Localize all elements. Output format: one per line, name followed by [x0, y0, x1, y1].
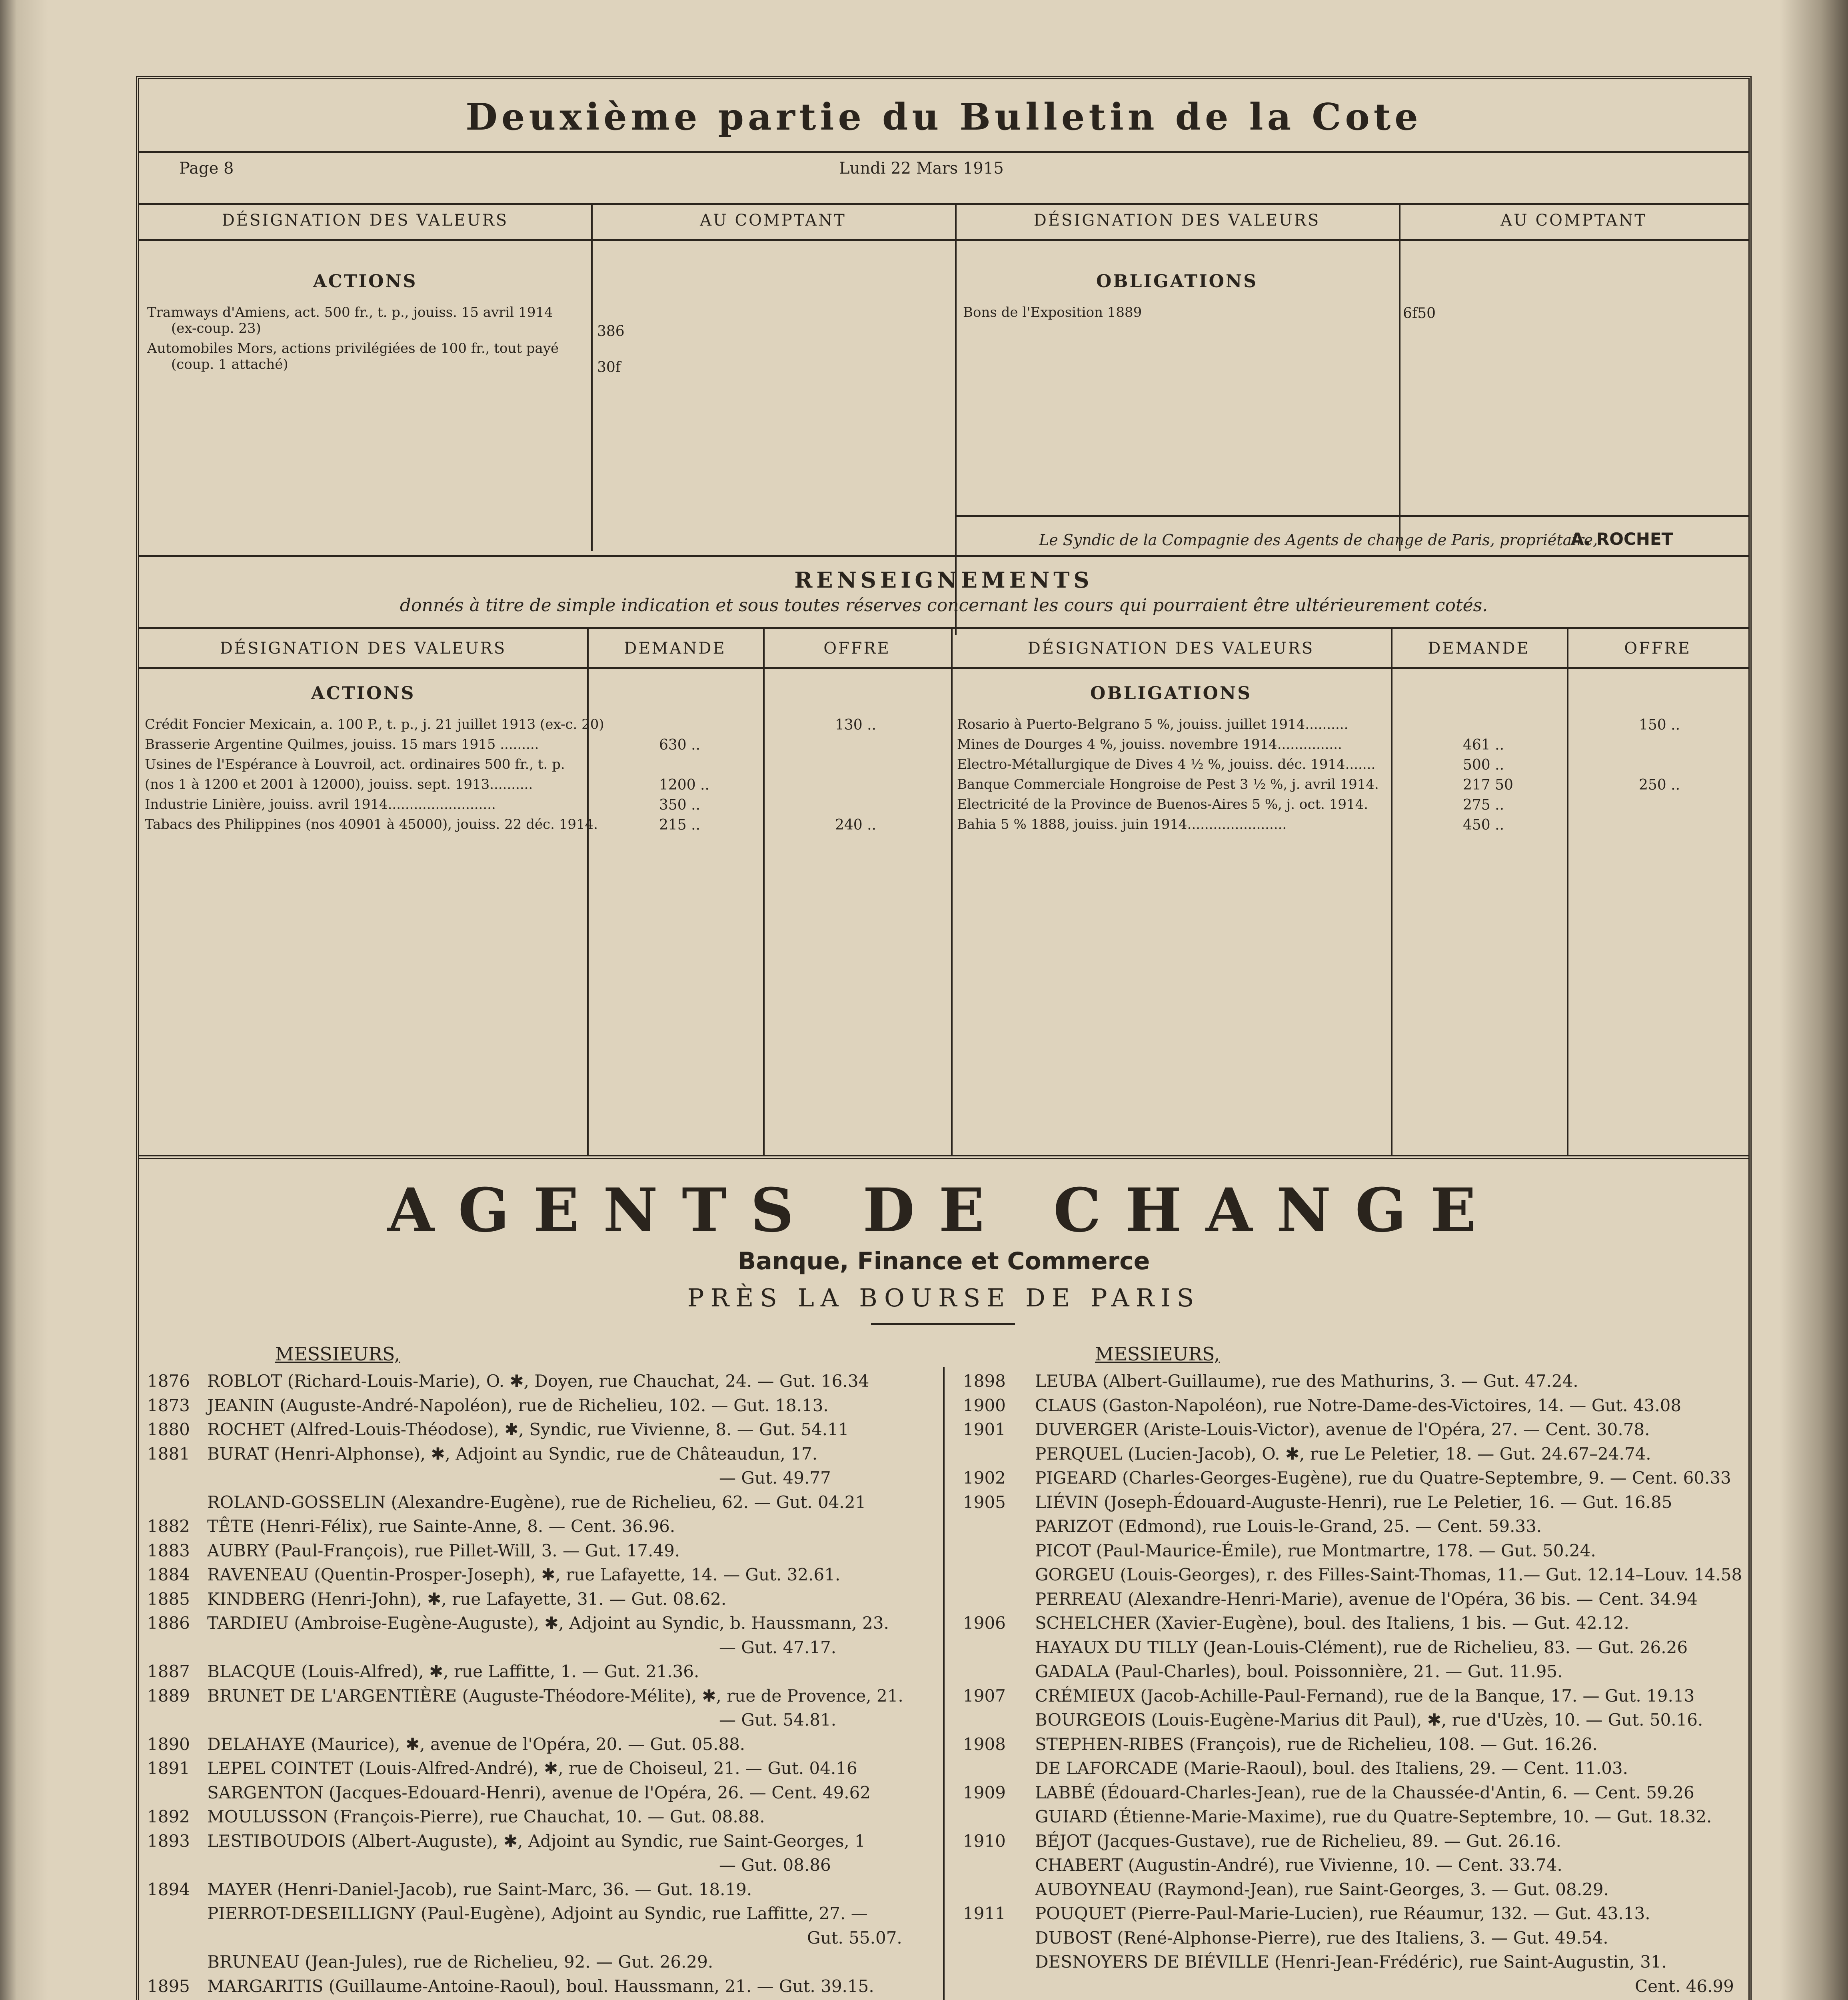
agent-entry: TÊTE (Henri-Félix), rue Sainte-Anne, 8. — Cent. 36.96. — [207, 1516, 675, 1536]
price-value: 386 — [597, 323, 625, 340]
column-rule — [587, 627, 589, 1155]
agent-entry: JEANIN (Auguste-André-Napoléon), rue de Richelieu, 102. — Gut. 18.13. — [207, 1395, 829, 1415]
agent-year: 1884 — [147, 1565, 190, 1585]
agent-entry: BLACQUE (Louis-Alfred), ✱, rue Laffitte, 1. — Gut. 21.36. — [207, 1662, 699, 1682]
ornament-rule — [871, 1323, 1015, 1325]
agent-entry: BÉJOT (Jacques-Gustave), rue de Richelieu, 89. — Gut. 26.16. — [1035, 1831, 1561, 1851]
agent-entry: LESTIBOUDOIS (Albert-Auguste), ✱, Adjoint au Syndic, rue Saint-Georges, 1 — [207, 1831, 865, 1851]
renseignements-subtitle: donnés à titre de simple indication et sous toutes réserves concernant les cours qui pourraient être ultérieurement cotés. — [400, 595, 1488, 616]
divider — [139, 203, 1748, 205]
demande-value: 275 .. — [1463, 797, 1504, 813]
agent-entry: BRUNEAU (Jean-Jules), rue de Richelieu, 92. — Gut. 26.29. — [207, 1952, 713, 1972]
demande-value: 500 .. — [1463, 757, 1504, 773]
agent-year: 1892 — [147, 1807, 190, 1827]
agent-entry: DE LAFORCADE (Marie-Raoul), boul. des Italiens, 29. — Cent. 11.03. — [1035, 1758, 1628, 1778]
security-name: Brasserie Argentine Quilmes, jouiss. 15 mars 1915 ......... — [145, 736, 539, 752]
divider — [139, 151, 1748, 153]
page-edge — [1780, 0, 1848, 2000]
agent-year: 1887 — [147, 1662, 190, 1682]
agent-entry: DESNOYERS DE BIÉVILLE (Henri-Jean-Frédéric), rue Saint-Augustin, 31. — [1035, 1952, 1667, 1972]
security-name: Usines de l'Espérance à Louvroil, act. ordinaires 500 fr., t. p. — [145, 756, 565, 772]
col-header-designation: DÉSIGNATION DES VALEURS — [220, 639, 507, 658]
agent-entry: — Gut. 08.86 — [719, 1855, 831, 1875]
agent-entry: Cent. 46.99 — [1635, 1976, 1734, 1996]
agent-entry: DELAHAYE (Maurice), ✱, avenue de l'Opéra, 20. — Gut. 05.88. — [207, 1734, 745, 1754]
section-divider — [139, 1155, 1748, 1159]
agent-entry: CRÉMIEUX (Jacob-Achille-Paul-Fernand), rue de la Banque, 17. — Gut. 19.13 — [1035, 1686, 1695, 1706]
agents-subtitle-bourse: PRÈS LA BOURSE DE PARIS — [687, 1283, 1201, 1312]
security-name: (nos 1 à 1200 et 2001 à 12000), jouiss. sept. 1913.......... — [145, 776, 533, 792]
agent-year: 1902 — [963, 1468, 1006, 1488]
security-line: Automobiles Mors, actions privilégiées de 100 fr., tout payé — [147, 340, 559, 356]
page-title: Deuxième partie du Bulletin de la Cote — [465, 95, 1422, 138]
column-rule — [1399, 203, 1400, 551]
agent-entry: LEPEL COINTET (Louis-Alfred-André), ✱, rue de Choiseul, 21. — Gut. 04.16 — [207, 1758, 857, 1778]
agent-entry: Gut. 55.07. — [807, 1928, 902, 1948]
divider — [955, 515, 1748, 517]
agent-entry: LABBÉ (Édouard-Charles-Jean), rue de la Chaussée-d'Antin, 6. — Cent. 59.26 — [1035, 1782, 1694, 1802]
bulletin-page — [136, 76, 1752, 2000]
agent-entry: KINDBERG (Henri-John), ✱, rue Lafayette, 31. — Gut. 08.62. — [207, 1589, 727, 1609]
column-rule — [951, 627, 953, 1155]
agent-entry: RAVENEAU (Quentin-Prosper-Joseph), ✱, rue Lafayette, 14. — Gut. 32.61. — [207, 1565, 841, 1585]
agent-entry: MOULUSSON (François-Pierre), rue Chauchat, 10. — Gut. 08.88. — [207, 1807, 765, 1827]
agent-year: 1886 — [147, 1613, 190, 1633]
agent-entry: PARIZOT (Edmond), rue Louis-le-Grand, 25. — Cent. 59.33. — [1035, 1516, 1542, 1536]
agent-entry: PICOT (Paul-Maurice-Émile), rue Montmartre, 178. — Gut. 50.24. — [1035, 1540, 1596, 1560]
demande-value: 461 .. — [1463, 737, 1504, 753]
column-rule — [763, 627, 765, 1155]
agent-entry: ROCHET (Alfred-Louis-Théodose), ✱, Syndic, rue Vivienne, 8. — Gut. 54.11 — [207, 1420, 849, 1440]
agent-year: 1876 — [147, 1371, 190, 1391]
agent-entry: PIERROT-DESEILLIGNY (Paul-Eugène), Adjoint au Syndic, rue Laffitte, 27. — — [207, 1904, 868, 1924]
divider — [139, 239, 1748, 241]
page-number: Page 8 — [179, 159, 234, 178]
agent-entry: POUQUET (Pierre-Paul-Marie-Lucien), rue Réaumur, 132. — Gut. 43.13. — [1035, 1904, 1650, 1924]
agent-year: 1894 — [147, 1879, 190, 1899]
agent-year: 1885 — [147, 1589, 190, 1609]
agent-entry: GADALA (Paul-Charles), boul. Poissonnière, 21. — Gut. 11.95. — [1035, 1662, 1563, 1682]
security-name: Mines de Dourges 4 %, jouiss. novembre 1914............... — [957, 736, 1342, 752]
column-rule — [1567, 627, 1568, 1155]
price-value: 6f50 — [1403, 305, 1436, 322]
agent-entry: SARGENTON (Jacques-Edouard-Henri), avenue de l'Opéra, 26. — Cent. 49.62 — [207, 1782, 871, 1802]
divider — [139, 555, 1748, 557]
agent-entry: GORGEU (Louis-Georges), r. des Filles-Saint-Thomas, 11.— Gut. 12.14–Louv. 14.58 — [1035, 1565, 1742, 1585]
agents-subtitle: Banque, Finance et Commerce — [737, 1247, 1150, 1275]
agent-entry: ROBLOT (Richard-Louis-Marie), O. ✱, Doyen, rue Chauchat, 24. — Gut. 16.34 — [207, 1371, 869, 1391]
messieurs-right: MESSIEURS, — [1095, 1343, 1220, 1365]
demande-value: 1200 .. — [659, 777, 709, 793]
col-header-comptant: AU COMPTANT — [700, 211, 846, 230]
security-line: Tramways d'Amiens, act. 500 fr., t. p., jouiss. 15 avril 1914 — [147, 304, 553, 320]
agent-year: 1910 — [963, 1831, 1006, 1851]
divider — [139, 627, 1748, 629]
agent-year: 1891 — [147, 1758, 190, 1778]
col-header-comptant: AU COMPTANT — [1500, 211, 1647, 230]
agent-entry: HAYAUX DU TILLY (Jean-Louis-Clément), rue de Richelieu, 83. — Gut. 26.26 — [1035, 1637, 1688, 1657]
agent-entry: BOURGEOIS (Louis-Eugène-Marius dit Paul), ✱, rue d'Uzès, 10. — Gut. 50.16. — [1035, 1710, 1703, 1730]
agent-year: 1909 — [963, 1782, 1006, 1802]
agent-year: 1901 — [963, 1420, 1006, 1440]
agent-entry: CHABERT (Augustin-André), rue Vivienne, 10. — Cent. 33.74. — [1035, 1855, 1562, 1875]
agent-entry: DUBOST (René-Alphonse-Pierre), rue des Italiens, 3. — Gut. 49.54. — [1035, 1928, 1608, 1948]
column-rule — [943, 1367, 945, 2000]
agent-year: 1890 — [147, 1734, 190, 1754]
agent-entry: ROLAND-GOSSELIN (Alexandre-Eugène), rue de Richelieu, 62. — Gut. 04.21 — [207, 1492, 866, 1512]
col-header-offre: OFFRE — [1624, 639, 1691, 658]
agent-entry: STEPHEN-RIBES (François), rue de Richelieu, 108. — Gut. 16.26. — [1035, 1734, 1598, 1754]
security-name: Rosario à Puerto-Belgrano 5 %, jouiss. juillet 1914.......... — [957, 716, 1349, 732]
divider — [139, 667, 1748, 669]
security-name: Electro-Métallurgique de Dives 4 ½ %, jouiss. déc. 1914....... — [957, 756, 1376, 772]
agent-year: 1889 — [147, 1686, 190, 1706]
agent-year: 1905 — [963, 1492, 1006, 1512]
agent-entry: SCHELCHER (Xavier-Eugène), boul. des Italiens, 1 bis. — Gut. 42.12. — [1035, 1613, 1629, 1633]
demande-value: 450 .. — [1463, 817, 1504, 833]
agent-year: 1907 — [963, 1686, 1006, 1706]
section-obligations: OBLIGATIONS — [1096, 271, 1258, 292]
agents-title: AGENTS DE CHANGE — [388, 1175, 1500, 1246]
agent-entry: BURAT (Henri-Alphonse), ✱, Adjoint au Syndic, rue de Châteaudun, 17. — [207, 1444, 818, 1464]
agent-entry: LEUBA (Albert-Guillaume), rue des Mathurins, 3. — Gut. 47.24. — [1035, 1371, 1578, 1391]
demande-value: 217 50 — [1463, 777, 1513, 793]
agent-entry: CLAUS (Gaston-Napoléon), rue Notre-Dame-des-Victoires, 14. — Gut. 43.08 — [1035, 1395, 1682, 1415]
syndic-name: A. ROCHET — [1571, 529, 1673, 549]
offre-value: 250 .. — [1639, 777, 1680, 793]
syndic-line: Le Syndic de la Compagnie des Agents de change de Paris, propriétaire, — [1039, 531, 1598, 549]
demande-value: 215 .. — [659, 817, 701, 833]
agent-year: 1880 — [147, 1420, 190, 1440]
security-name: Banque Commerciale Hongroise de Pest 3 ½ %, j. avril 1914. — [957, 776, 1379, 792]
agent-entry: MARGARITIS (Guillaume-Antoine-Raoul), boul. Haussmann, 21. — Gut. 39.15. — [207, 1976, 874, 1996]
security-name: Industrie Linière, jouiss. avril 1914......................... — [145, 796, 496, 812]
agent-year: 1893 — [147, 1831, 190, 1851]
price-value: 30f — [597, 359, 621, 376]
col-header-designation: DÉSIGNATION DES VALEURS — [222, 211, 509, 230]
security-name: Electricité de la Province de Buenos-Aires 5 %, j. oct. 1914. — [957, 796, 1369, 812]
section-actions: ACTIONS — [311, 683, 416, 704]
col-header-demande: DEMANDE — [624, 639, 726, 658]
agent-entry — [1035, 1998, 1689, 2000]
col-header-designation: DÉSIGNATION DES VALEURS — [1033, 211, 1321, 230]
messieurs-left: MESSIEURS, — [275, 1343, 400, 1365]
col-header-demande: DEMANDE — [1428, 639, 1530, 658]
security-line: (coup. 1 attaché) — [171, 356, 288, 372]
agent-entry: — Gut. 54.81. — [719, 1710, 837, 1730]
agent-year: 1900 — [963, 1395, 1006, 1415]
page-date: Lundi 22 Mars 1915 — [839, 159, 1004, 178]
book-binding — [0, 0, 48, 2000]
agent-entry: BRUNET DE L'ARGENTIÈRE (Auguste-Théodore-Mélite), ✱, rue de Provence, 21. — [207, 1686, 903, 1706]
col-header-offre: OFFRE — [823, 639, 891, 658]
section-actions: ACTIONS — [313, 271, 418, 292]
agent-year: 1906 — [963, 1613, 1006, 1633]
col-header-designation: DÉSIGNATION DES VALEURS — [1027, 639, 1315, 658]
agent-entry: PIGEARD (Charles-Georges-Eugène), rue du Quatre-Septembre, 9. — Cent. 60.33 — [1035, 1468, 1731, 1488]
offre-value: 240 .. — [835, 817, 877, 833]
security-line: (ex-coup. 23) — [171, 320, 261, 336]
security-line: Bons de l'Exposition 1889 — [963, 304, 1142, 320]
section-obligations: OBLIGATIONS — [1090, 683, 1252, 704]
agent-year: 1908 — [963, 1734, 1006, 1754]
offre-value: 150 .. — [1639, 717, 1680, 733]
agent-year: 1883 — [147, 1540, 190, 1560]
offre-value: 130 .. — [835, 717, 877, 733]
agent-entry: MAYER (Henri-Daniel-Jacob), rue Saint-Marc, 36. — Gut. 18.19. — [207, 1879, 752, 1899]
agent-entry: TARDIEU (Ambroise-Eugène-Auguste), ✱, Adjoint au Syndic, b. Haussmann, 23. — [207, 1613, 889, 1633]
agent-year: 1898 — [963, 1371, 1006, 1391]
agent-entry: AUBRY (Paul-François), rue Pillet-Will, 3. — Gut. 17.49. — [207, 1540, 680, 1560]
agent-entry: PERQUEL (Lucien-Jacob), O. ✱, rue Le Peletier, 18. — Gut. 24.67–24.74. — [1035, 1444, 1651, 1464]
agent-entry: PERREAU (Alexandre-Henri-Marie), avenue de l'Opéra, 36 bis. — Cent. 34.94 — [1035, 1589, 1698, 1609]
agent-year: 1895 — [147, 1976, 190, 1996]
agent-year: 1881 — [147, 1444, 190, 1464]
agent-entry: — Gut. 49.77 — [719, 1468, 831, 1488]
column-rule — [591, 203, 593, 551]
agent-year: 1873 — [147, 1395, 190, 1415]
agent-entry: LIÉVIN (Joseph-Édouard-Auguste-Henri), rue Le Peletier, 16. — Gut. 16.85 — [1035, 1492, 1672, 1512]
agent-entry: — Gut. 47.17. — [719, 1637, 837, 1657]
agent-year: 1911 — [963, 1904, 1006, 1924]
security-name: Bahia 5 % 1888, jouiss. juin 1914....................... — [957, 816, 1287, 832]
renseignements-title: RENSEIGNEMENTS — [794, 567, 1093, 593]
agent-entry: DUVERGER (Ariste-Louis-Victor), avenue de l'Opéra, 27. — Cent. 30.78. — [1035, 1420, 1650, 1440]
column-rule — [1391, 627, 1392, 1155]
agent-year: 1882 — [147, 1516, 190, 1536]
agent-entry: GUIARD (Étienne-Marie-Maxime), rue du Quatre-Septembre, 10. — Gut. 18.32. — [1035, 1807, 1712, 1827]
agent-entry: AUBOYNEAU (Raymond-Jean), rue Saint-Georges, 3. — Gut. 08.29. — [1035, 1879, 1609, 1899]
demande-value: 350 .. — [659, 797, 701, 813]
security-name: Crédit Foncier Mexicain, a. 100 P., t. p., j. 21 juillet 1913 (ex-c. 20) — [145, 716, 604, 732]
agent-entry — [207, 1998, 872, 2000]
demande-value: 630 .. — [659, 737, 701, 753]
security-name: Tabacs des Philippines (nos 40901 à 45000), jouiss. 22 déc. 1914. — [145, 816, 598, 832]
